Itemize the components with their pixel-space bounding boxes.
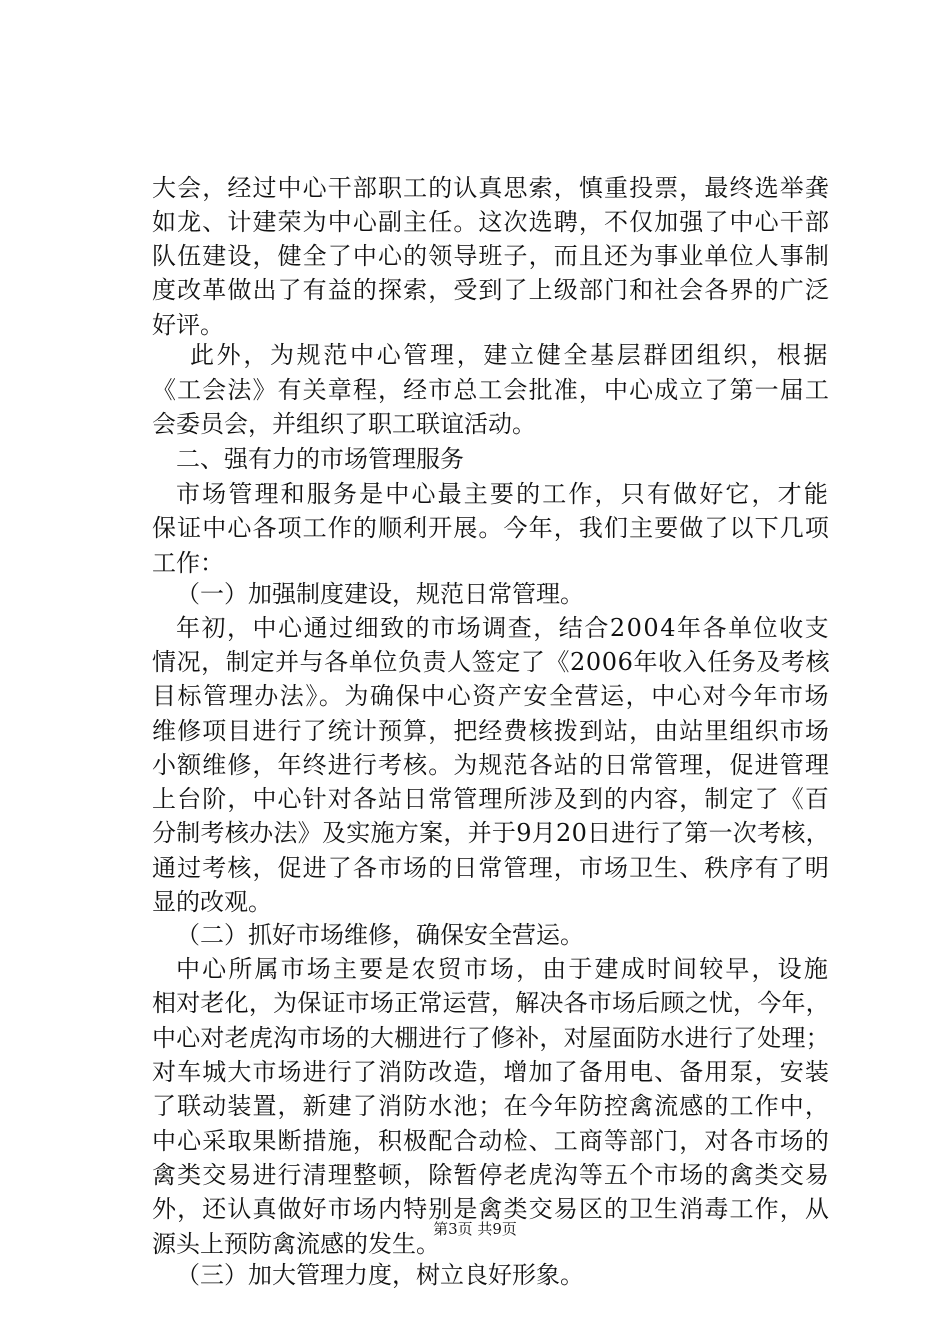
text-line: 工作： xyxy=(152,549,224,577)
text-line: 显的改观。 xyxy=(152,888,272,916)
text-line: 禽类交易进行清理整顿，除暂停老虎沟等五个市场的禽类交易 xyxy=(152,1161,830,1189)
text-line: 年初，中心通过细致的市场调查，结合2004年各单位收支 xyxy=(176,614,831,642)
text-line: 如龙、计建荣为中心副主任。这次选聘，不仅加强了中心干部 xyxy=(152,208,830,236)
text-line: 外，还认真做好市场内特别是禽类交易区的卫生消毒工作，从 xyxy=(152,1195,830,1223)
text-line: 《工会法》有关章程，经市总工会批准，中心成立了第一届工 xyxy=(152,376,830,404)
text-line: 小额维修，年终进行考核。为规范各站的日常管理，促进管理 xyxy=(152,751,830,779)
text-line: 源头上预防禽流感的发生。 xyxy=(152,1230,440,1258)
text-line: 保证中心各项工作的顺利开展。今年，我们主要做了以下几项 xyxy=(152,514,830,542)
text-line: 情况，制定并与各单位负责人签定了《2006年收入任务及考核 xyxy=(152,648,831,676)
text-line: 度改革做出了有益的探索，受到了上级部门和社会各界的广泛 xyxy=(152,276,830,304)
text-line: 相对老化，为保证市场正常运营，解决各市场后顾之忧，今年， xyxy=(152,989,830,1017)
subsection-heading: （二）抓好市场维修，确保安全营运。 xyxy=(176,921,584,949)
text-line: 通过考核，促进了各市场的日常管理，市场卫生、秩序有了明 xyxy=(152,854,830,882)
text-line: 大会，经过中心干部职工的认真思索，慎重投票，最终选举龚 xyxy=(152,174,830,202)
text-line: 中心采取果断措施，积极配合动检、工商等部门，对各市场的 xyxy=(152,1127,830,1155)
text-line: 了联动装置，新建了消防水池；在今年防控禽流感的工作中， xyxy=(152,1092,830,1120)
text-line: 中心对老虎沟市场的大棚进行了修补，对屋面防水进行了处理； xyxy=(152,1024,830,1052)
text-line: 维修项目进行了统计预算，把经费核拨到站，由站里组织市场 xyxy=(152,717,830,745)
subsection-heading: （一）加强制度建设，规范日常管理。 xyxy=(176,580,584,608)
text-line: 会委员会，并组织了职工联谊活动。 xyxy=(152,410,536,438)
text-line: 队伍建设，健全了中心的领导班子，而且还为事业单位人事制 xyxy=(152,242,830,270)
text-line: 好评。 xyxy=(152,311,224,339)
text-line: 分制考核办法》及实施方案，并于9月20日进行了第一次考核， xyxy=(152,819,830,847)
section-heading: 二、强有力的市场管理服务 xyxy=(176,445,464,473)
subsection-heading: （三）加大管理力度，树立良好形象。 xyxy=(176,1261,584,1289)
text-line: 市场管理和服务是中心最主要的工作，只有做好它，才能 xyxy=(176,480,830,508)
text-line: 上台阶，中心针对各站日常管理所涉及到的内容，制定了《百 xyxy=(152,785,830,813)
text-line: 此外，为规范中心管理，建立健全基层群团组织，根据 xyxy=(190,341,831,369)
text-line: 目标管理办法》。为确保中心资产安全营运，中心对今年市场 xyxy=(152,682,831,710)
page-number: 第3页 共9页 xyxy=(433,1220,517,1238)
text-line: 中心所属市场主要是农贸市场，由于建成时间较早，设施 xyxy=(176,955,830,983)
text-line: 对车城大市场进行了消防改造，增加了备用电、备用泵，安装 xyxy=(152,1058,830,1086)
